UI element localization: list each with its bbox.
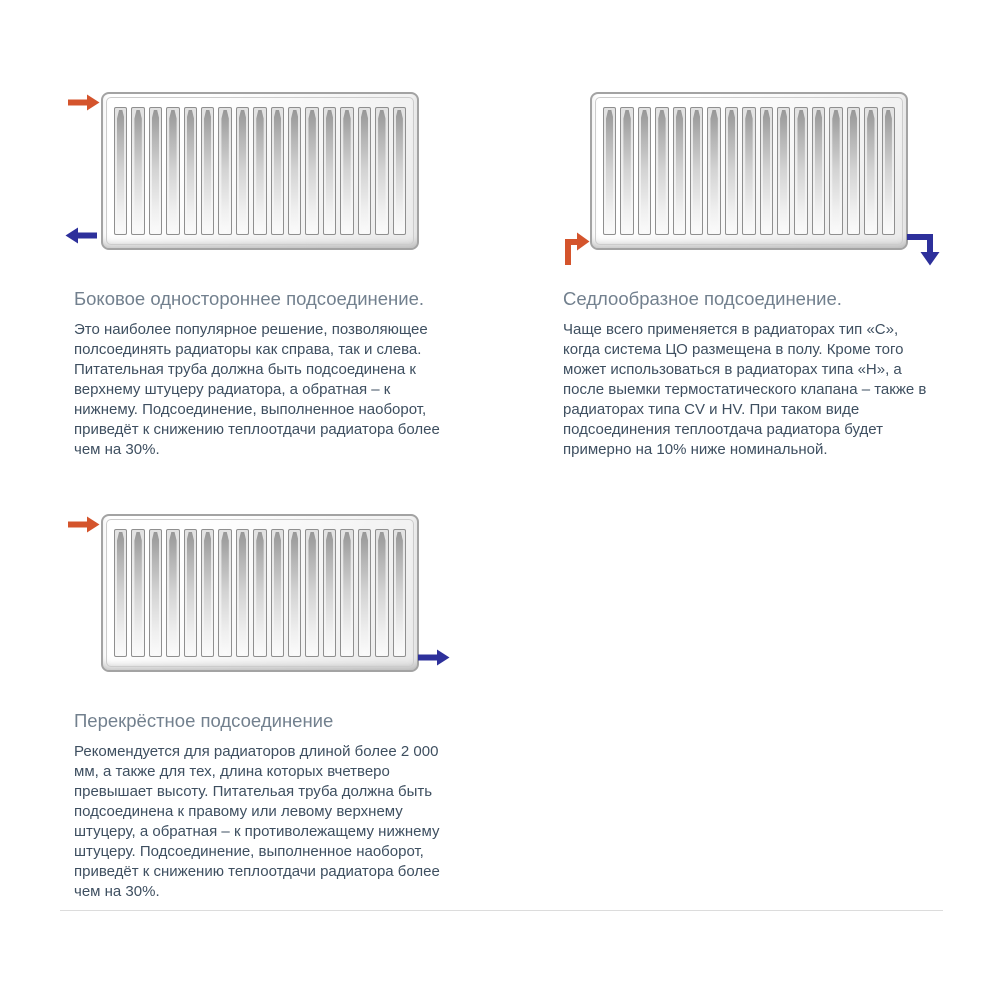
- radiator-fin: [218, 529, 231, 657]
- radiator-fin: [393, 529, 406, 657]
- section-cross-connection: [74, 514, 440, 902]
- radiator-panel: [590, 92, 908, 250]
- radiator-fin: [340, 529, 353, 657]
- radiator-fin: [271, 529, 284, 657]
- radiator-fin: [184, 107, 197, 235]
- radiator-fin: [375, 529, 388, 657]
- section-body: Рекомендуется для радиаторов длиной более 2 000 мм, а также для тех, длина которых вчетверо превышает высоту. Питательая труба должна быть подсоединена к правому или левому верхнему штуцеру, а обратная – к противолежащему нижнему штуцеру. Подсоединение, выполненное наоборот, приведёт к снижению теплоотдачи радиатора более чем на 30%.: [74, 743, 440, 900]
- radiator-fin: [655, 107, 668, 235]
- section-body: Это наиболее популярное решение, позволяющее полсоединять радиаторы как справа, так и слева. Питательная труба должна быть подсоединена к верхнему штуцеру радиатора, а обратная – к нижнему. Подсоединение, выполненное наоборот, приведёт к снижению теплоотдачи радиатора более чем на 30%.: [74, 321, 440, 458]
- radiator-fin: [742, 107, 755, 235]
- radiator-fin: [131, 107, 144, 235]
- radiator-fin: [882, 107, 895, 235]
- section-heading: Седлообразное подсоединение.: [563, 288, 842, 309]
- radiator-figure-saddle: [563, 92, 930, 250]
- radiator-fin: [201, 529, 214, 657]
- section-side-one-way-connection: [74, 92, 440, 460]
- sections-grid: [74, 92, 1000, 902]
- bottom-divider: [60, 910, 943, 911]
- radiator-fin: [166, 107, 179, 235]
- return-arrow-right-down-icon: [907, 232, 944, 267]
- radiator-fin: [375, 107, 388, 235]
- radiator-fin: [829, 107, 842, 235]
- radiator-fin: [218, 107, 231, 235]
- supply-arrow-up-right-icon: [563, 228, 590, 265]
- radiator-fin: [690, 107, 703, 235]
- radiator-fin: [358, 529, 371, 657]
- radiator-fin: [271, 107, 284, 235]
- return-arrow-right-icon: [418, 649, 450, 666]
- section-heading: Перекрёстное подсоединение: [74, 710, 334, 731]
- radiator-fin: [777, 107, 790, 235]
- radiator-fin: [358, 107, 371, 235]
- radiator-fin: [620, 107, 633, 235]
- supply-arrow-right-icon: [68, 516, 100, 533]
- radiator-fin: [253, 107, 266, 235]
- radiator-fin: [149, 107, 162, 235]
- radiator-panel: [101, 92, 419, 250]
- radiator-fin: [114, 107, 127, 235]
- radiator-fin: [725, 107, 738, 235]
- radiator-fin: [340, 107, 353, 235]
- radiator-fin: [812, 107, 825, 235]
- radiator-fin: [288, 529, 301, 657]
- radiator-fin: [323, 529, 336, 657]
- radiator-fin: [847, 107, 860, 235]
- radiator-fin: [149, 529, 162, 657]
- radiator-fin: [166, 529, 179, 657]
- section-heading: Боковое одностороннее подсоединение.: [74, 288, 425, 309]
- supply-arrow-right-icon: [68, 94, 100, 111]
- radiator-figure-cross: [74, 514, 440, 672]
- section-body: Чаще всего применяется в радиаторах тип «C», когда система ЦО размещена в полу. Кроме того может использоваться в радиаторах типа «H», а после выемки термостатического клапана – также в радиаторах типа CV и HV. При таком виде подсоединения теплоотдача радиатора будет примерно на 10% ниже номинальной.: [563, 321, 927, 458]
- radiator-fin: [236, 529, 249, 657]
- radiator-fin: [114, 529, 127, 657]
- radiator-fin: [305, 107, 318, 235]
- radiator-panel: [101, 514, 419, 672]
- section-saddle-connection: [563, 92, 930, 460]
- radiator-figure-side-one-way: [74, 92, 440, 250]
- radiator-fin: [673, 107, 686, 235]
- radiator-fin: [603, 107, 616, 235]
- radiator-fin: [201, 107, 214, 235]
- radiator-fin: [131, 529, 144, 657]
- return-arrow-left-icon: [65, 227, 97, 244]
- radiator-fin: [707, 107, 720, 235]
- radiator-fin: [323, 107, 336, 235]
- radiator-fin: [794, 107, 807, 235]
- radiator-fin: [638, 107, 651, 235]
- radiator-fin: [305, 529, 318, 657]
- radiator-fin: [760, 107, 773, 235]
- radiator-fin: [288, 107, 301, 235]
- radiator-fin: [184, 529, 197, 657]
- radiator-fin: [864, 107, 877, 235]
- radiator-fin: [253, 529, 266, 657]
- radiator-fin: [236, 107, 249, 235]
- radiator-fin: [393, 107, 406, 235]
